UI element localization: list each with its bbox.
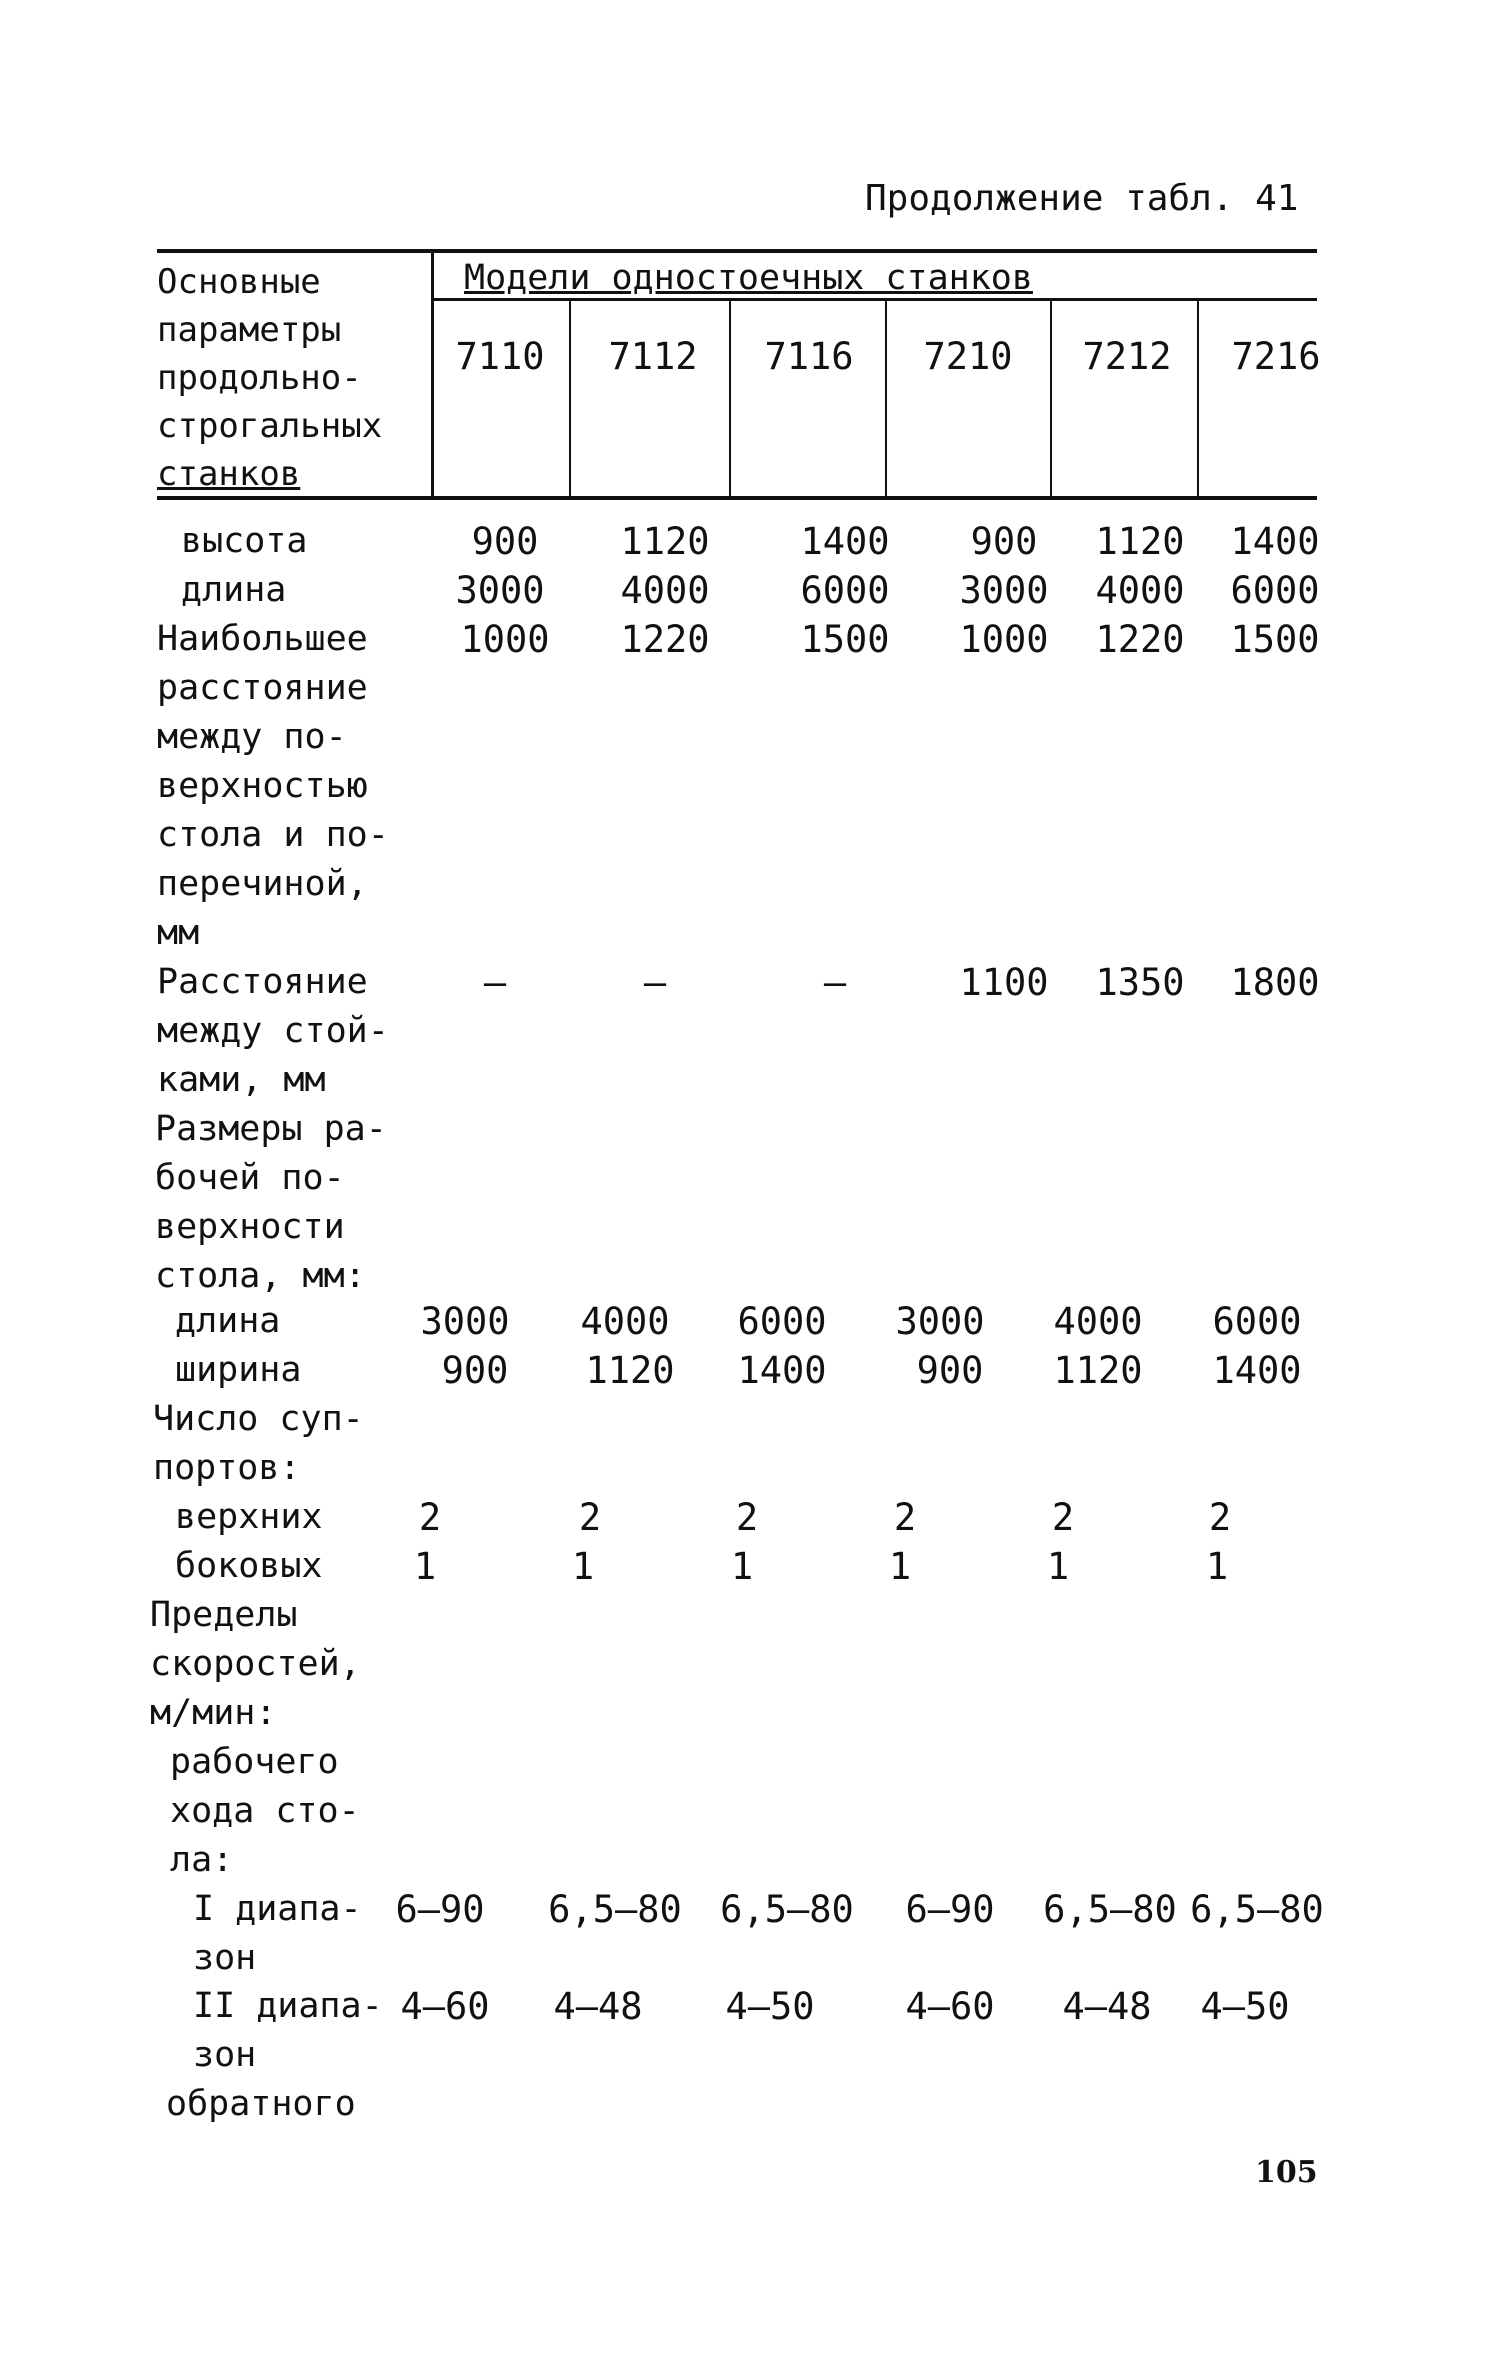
cell-value: 4–48: [553, 1985, 643, 2028]
cell-value: 2: [735, 1496, 759, 1539]
cell-value: 4000: [1053, 1300, 1143, 1343]
cell-value: 4000: [620, 569, 710, 612]
model-7112: 7112: [608, 335, 698, 378]
cell-value: 1220: [1095, 618, 1185, 661]
cell-value: 1400: [1212, 1349, 1302, 1392]
model-divider: [1197, 300, 1199, 498]
cell-value: 6000: [737, 1300, 827, 1343]
cell-value: 2: [893, 1496, 917, 1539]
row-label: высота: [181, 521, 308, 561]
cell-value: 1500: [1230, 618, 1320, 661]
cell-value: 1: [1205, 1545, 1229, 1588]
cell-value: 6,5–80: [548, 1888, 682, 1931]
cell-value: 4–60: [400, 1985, 490, 2028]
cell-value: 1350: [1095, 961, 1185, 1004]
cell-value: 4–50: [1200, 1985, 1290, 2028]
cell-value: 900: [471, 520, 539, 563]
cell-value: 3000: [895, 1300, 985, 1343]
models-title: Модели одностоечных станков: [464, 258, 1033, 298]
cell-value: 1000: [460, 618, 550, 661]
row-label: Пределы скоростей, м/мин:: [150, 1595, 361, 1733]
cell-value: 6,5–80: [720, 1888, 854, 1931]
cell-value: 1000: [959, 618, 1049, 661]
cell-value: 4000: [580, 1300, 670, 1343]
table-caption: Продолжение табл. 41: [865, 178, 1299, 219]
cell-value: 6000: [1212, 1300, 1302, 1343]
cell-value: 1120: [1095, 520, 1185, 563]
row-label: рабочего хода сто- ла:: [170, 1742, 360, 1880]
cell-value: 2: [1051, 1496, 1075, 1539]
model-divider: [885, 300, 887, 498]
cell-value: 1: [413, 1545, 437, 1588]
cell-value: 3000: [959, 569, 1049, 612]
row-label: длина: [181, 570, 287, 610]
cell-value: 1100: [959, 961, 1049, 1004]
cell-value: 6000: [1230, 569, 1320, 612]
row-label: Число суп- портов:: [153, 1399, 364, 1488]
model-divider: [569, 300, 571, 498]
cell-value: 1: [1046, 1545, 1070, 1588]
row-label: боковых: [175, 1546, 323, 1586]
model-divider: [1050, 300, 1052, 498]
cell-value: 900: [441, 1349, 509, 1392]
model-7216: 7216: [1231, 335, 1321, 378]
cell-value: 1: [730, 1545, 754, 1588]
row-label: верхних: [175, 1497, 323, 1537]
param-header-line: продольно-: [157, 358, 362, 398]
cell-value: 2: [1208, 1496, 1232, 1539]
page-number: 105: [1255, 2155, 1318, 2190]
cell-value: 1120: [1053, 1349, 1143, 1392]
cell-value: 1120: [620, 520, 710, 563]
cell-value: 3000: [420, 1300, 510, 1343]
cell-value: 1400: [800, 520, 890, 563]
row-label: Расстояние между стой- ками, мм: [157, 962, 389, 1100]
param-header: [157, 258, 427, 498]
cell-value: 1400: [737, 1349, 827, 1392]
cell-value: –: [643, 961, 667, 1004]
cell-value: 2: [578, 1496, 602, 1539]
model-7212: 7212: [1082, 335, 1172, 378]
row-label: длина: [175, 1301, 281, 1341]
cell-value: 4–50: [725, 1985, 815, 2028]
model-divider: [729, 300, 731, 498]
cell-value: 6,5–80: [1190, 1888, 1324, 1931]
param-header-line: станков: [157, 454, 301, 494]
model-7116: 7116: [764, 335, 854, 378]
cell-value: 4000: [1095, 569, 1185, 612]
row-label: Наибольшее расстояние между по- верхностью стола и по- перечиной, мм: [157, 619, 389, 953]
row-label: ширина: [175, 1350, 302, 1390]
cell-value: 4–48: [1062, 1985, 1152, 2028]
cell-value: 1800: [1230, 961, 1320, 1004]
cell-value: 900: [970, 520, 1038, 563]
cell-value: –: [823, 961, 847, 1004]
param-header-line: Основные: [157, 262, 321, 302]
cell-value: 6–90: [905, 1888, 995, 1931]
cell-value: 6000: [800, 569, 890, 612]
model-7210: 7210: [923, 335, 1013, 378]
cell-value: –: [483, 961, 507, 1004]
model-7110: 7110: [455, 335, 545, 378]
cell-value: 2: [418, 1496, 442, 1539]
row-label: I диапа- зон: [193, 1889, 362, 1978]
cell-value: 1400: [1230, 520, 1320, 563]
cell-value: 1500: [800, 618, 890, 661]
row-label: II диапа- зон: [193, 1986, 383, 2075]
cell-value: 4–60: [905, 1985, 995, 2028]
cell-value: 1: [571, 1545, 595, 1588]
cell-value: 3000: [455, 569, 545, 612]
row-label: обратного: [166, 2084, 356, 2124]
param-header-line: строгальных: [157, 406, 383, 446]
cell-value: 1120: [585, 1349, 675, 1392]
cell-value: 900: [916, 1349, 984, 1392]
row-label: Размеры ра- бочей по- верхности стола, мм:: [155, 1109, 387, 1296]
cell-value: 6,5–80: [1043, 1888, 1177, 1931]
header-top-rule: [157, 249, 1317, 253]
cell-value: 1: [888, 1545, 912, 1588]
cell-value: 1220: [620, 618, 710, 661]
param-header-line: параметры: [157, 310, 342, 350]
cell-value: 6–90: [395, 1888, 485, 1931]
header-models-rule: [433, 298, 1317, 301]
